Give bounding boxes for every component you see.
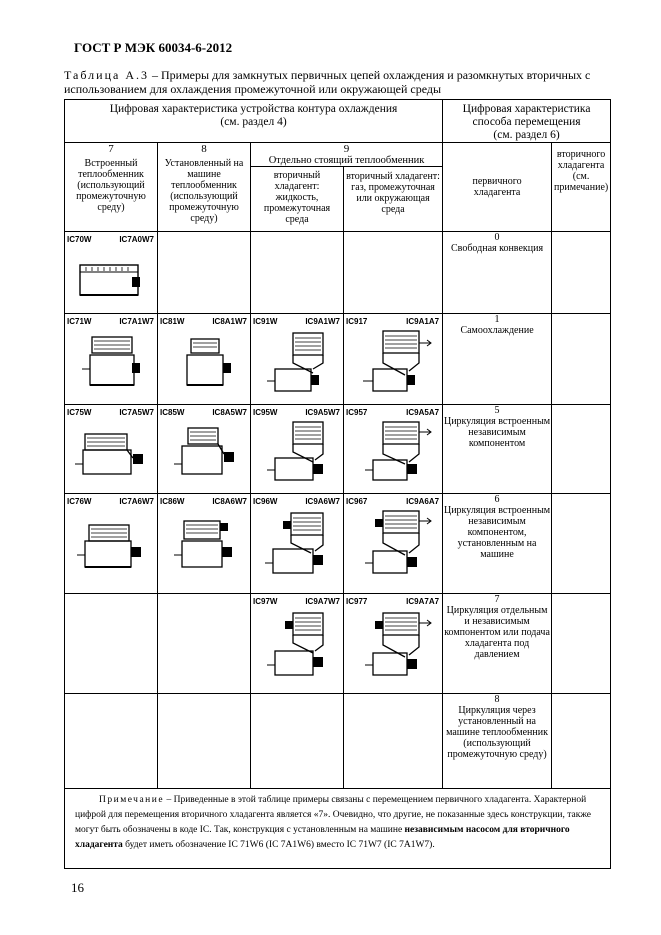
machine-diagram — [164, 420, 244, 484]
col8-text: Установленный на машине теплообменник (использующий промежуточную среду) — [164, 158, 244, 224]
ic-code-alt: IC8A5W7 — [212, 408, 247, 417]
ic-code-alt: IC7A1W7 — [119, 317, 154, 326]
machine-diagram — [257, 609, 337, 681]
ic-code-alt: IC9A6W7 — [305, 497, 340, 506]
machine-diagram — [164, 509, 244, 579]
note-lead: Примечание — [99, 795, 165, 805]
table-caption — [64, 68, 612, 96]
ic-code-alt: IC9A5W7 — [305, 408, 340, 417]
table-row — [65, 232, 611, 314]
machine-diagram — [353, 420, 433, 484]
col9-number: 9 — [343, 143, 350, 155]
cell-col9b — [344, 405, 443, 494]
document-code: ГОСТ Р МЭК 60034-6-2012 — [74, 40, 233, 55]
ic-code-alt: IC7A5W7 — [119, 408, 154, 417]
table-row — [65, 405, 611, 494]
machine-diagram — [353, 329, 433, 395]
head-device-characteristic: Цифровая характеристика устройства контура охлаждения (см. раздел 4) — [65, 100, 443, 143]
caption-lead: Таблица А.3 — [64, 68, 149, 82]
col9b-header: вторичный хладагент: газ, промежуточная или окружающая среда — [344, 167, 443, 232]
table-note — [65, 789, 611, 869]
movement-text: Циркуляция через установленный на машине теплообменник (использующий промежуточную среду) — [446, 705, 548, 760]
col7-number: 7 — [108, 143, 114, 155]
movement-text: Циркуляция отдельным и независимым компонентом или подача хладагента под давлением — [444, 605, 550, 660]
ic-code: IC957 — [346, 408, 368, 417]
secondary-cell — [552, 494, 611, 594]
col9a-header: вторичный хладагент: жидкость, промежуточная среда — [251, 167, 344, 232]
movement-text: Свободная конвекция — [451, 243, 544, 254]
secondary-coolant-header: вторичного хладагента (см. примечание) — [552, 143, 611, 232]
ic-code: IC95W — [253, 408, 278, 417]
machine-diagram — [76, 329, 146, 395]
movement-text: Самоохлаждение — [460, 325, 534, 336]
ic-code-alt: IC8A1W7 — [212, 317, 247, 326]
cell-col9b — [344, 594, 443, 694]
secondary-cell — [552, 314, 611, 405]
cell-col8 — [158, 494, 251, 594]
cell-col8 — [158, 594, 251, 694]
cell-col9a — [251, 694, 344, 789]
ic-code-alt: IC9A7W7 — [305, 597, 340, 606]
col7-text: Встроенный теплообменник (использующий промежуточную среду) — [76, 158, 146, 213]
movement-text: Циркуляция встроенным независимым компонентом, установленным на машине — [443, 505, 551, 560]
col9-header — [251, 143, 443, 167]
col7-header — [65, 143, 158, 232]
table-row — [65, 494, 611, 594]
ic-code: IC967 — [346, 497, 368, 506]
caption-text: – Примеры для замкнутых первичных цепей охлаждения и разомкнутых вторичных с использованием для охлаждения промежуточной или окружающей среды — [64, 68, 591, 96]
cell-col8 — [158, 314, 251, 405]
movement-cell — [443, 314, 552, 405]
machine-diagram — [76, 247, 146, 302]
movement-text: Циркуляция встроенным независимым компонентом — [443, 416, 551, 449]
ic-code-alt: IC7A0W7 — [119, 235, 154, 244]
cell-col7 — [65, 694, 158, 789]
machine-diagram — [353, 609, 433, 681]
machine-diagram — [71, 509, 151, 579]
cell-col7 — [65, 494, 158, 594]
note-text: – Приведенные в этой таблице примеры связаны с перемещением первичного хладагента. Характерной цифрой для перемещения вторичного хладагента является «7». Очевидно, что другие, не показанные здесь конструкции, также могут быть обозначены в коде IC. Так, конструкция с установленным на машине — [75, 795, 591, 835]
page-number: 16 — [71, 880, 84, 895]
machine-diagram — [169, 329, 239, 395]
cell-col9b — [344, 494, 443, 594]
machine-diagram — [257, 509, 337, 579]
ic-code-alt: IC7A6W7 — [119, 497, 154, 506]
cell-col7 — [65, 405, 158, 494]
ic-code-alt: IC9A6A7 — [406, 497, 440, 506]
ic-code: IC96W — [253, 497, 278, 506]
secondary-cell — [552, 232, 611, 314]
ic-code: IC97W — [253, 597, 278, 606]
primary-coolant-header: первичного хладагента — [443, 143, 552, 232]
movement-cell — [443, 594, 552, 694]
cell-col9a — [251, 232, 344, 314]
movement-number: 0 — [494, 232, 500, 243]
movement-cell — [443, 694, 552, 789]
cell-col9a — [251, 494, 344, 594]
note-bold: независимым насосом для вторичного хладагента — [75, 825, 570, 850]
machine-diagram — [257, 329, 337, 395]
ic-code-alt: IC9A1W7 — [305, 317, 340, 326]
col8-number: 8 — [201, 143, 207, 155]
ic-code-alt: IC8A6W7 — [212, 497, 247, 506]
movement-number: 7 — [494, 594, 500, 605]
ic-code: IC76W — [67, 497, 92, 506]
ic-code: IC917 — [346, 317, 368, 326]
secondary-cell — [552, 405, 611, 494]
secondary-cell — [552, 694, 611, 789]
movement-cell — [443, 494, 552, 594]
machine-diagram — [257, 420, 337, 484]
ic-code-alt: IC9A1A7 — [406, 317, 440, 326]
machine-diagram — [353, 509, 433, 579]
ic-code: IC70W — [67, 235, 92, 244]
cell-col9a — [251, 405, 344, 494]
ic-code: IC81W — [160, 317, 185, 326]
movement-cell — [443, 232, 552, 314]
cell-col8 — [158, 694, 251, 789]
col8-header — [158, 143, 251, 232]
ic-code: IC86W — [160, 497, 185, 506]
note-text-end: будет иметь обозначение IC 71W6 (IC 7A1W6) вместо IC 71W7 (IC 7A1W7). — [122, 840, 435, 850]
table-row — [65, 314, 611, 405]
table-row — [65, 694, 611, 789]
ic-code: IC977 — [346, 597, 368, 606]
cell-col9b — [344, 314, 443, 405]
cell-col7 — [65, 232, 158, 314]
ic-code: IC75W — [67, 408, 92, 417]
cell-col8 — [158, 405, 251, 494]
ic-code-alt: IC9A7A7 — [406, 597, 440, 606]
cell-col9b — [344, 694, 443, 789]
table-row — [65, 594, 611, 694]
cell-col7 — [65, 314, 158, 405]
cell-col9a — [251, 594, 344, 694]
ic-code: IC85W — [160, 408, 185, 417]
machine-diagram — [71, 420, 151, 484]
movement-number: 6 — [494, 494, 500, 505]
head-movement-characteristic: Цифровая характеристика способа перемещения (см. раздел 6) — [443, 100, 611, 143]
cooling-table — [64, 99, 611, 869]
movement-number: 1 — [494, 314, 500, 325]
cell-col7 — [65, 594, 158, 694]
cell-col9b — [344, 232, 443, 314]
secondary-cell — [552, 594, 611, 694]
col9-text: Отдельно стоящий теплообменник — [268, 155, 425, 166]
ic-code: IC91W — [253, 317, 278, 326]
ic-code-alt: IC9A5A7 — [406, 408, 440, 417]
ic-code: IC71W — [67, 317, 92, 326]
movement-cell — [443, 405, 552, 494]
cell-col8 — [158, 232, 251, 314]
movement-number: 5 — [494, 405, 500, 416]
movement-number: 8 — [494, 694, 500, 705]
cell-col9a — [251, 314, 344, 405]
